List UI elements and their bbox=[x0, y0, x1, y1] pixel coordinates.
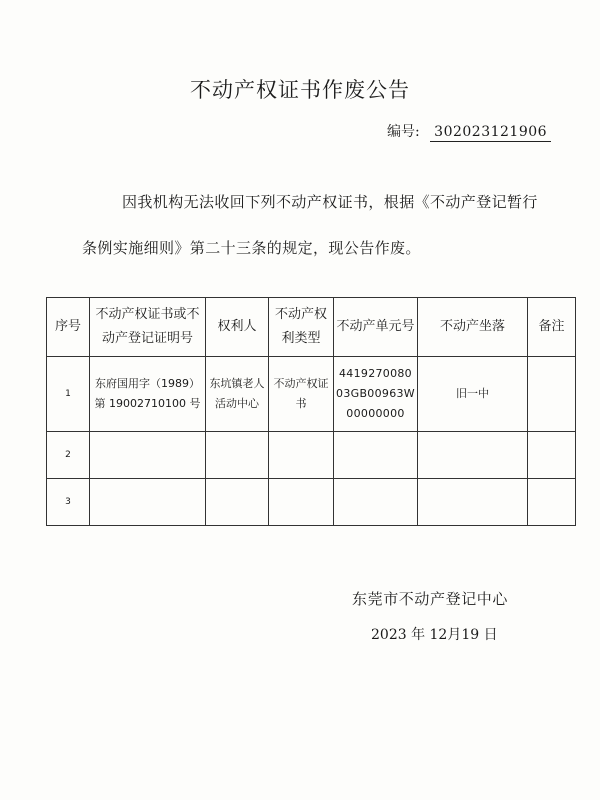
row-note bbox=[528, 357, 576, 432]
issue-date: 2023 年 12月19 日 bbox=[371, 627, 498, 643]
voided-certificates-table bbox=[46, 297, 576, 526]
header-note: 备注 bbox=[528, 298, 576, 357]
row-holder bbox=[206, 479, 269, 526]
row-unit bbox=[334, 432, 418, 479]
row-unit: 441927008003GB00963W00000000 bbox=[334, 357, 418, 432]
page-title: 不动产权证书作废公告 bbox=[190, 78, 410, 102]
row-location bbox=[418, 432, 528, 479]
row-seq: 1 bbox=[47, 357, 90, 432]
document-number-label: 编号: bbox=[387, 124, 420, 140]
announcement-body: 因我机构无法收回下列不动产权证书，根据《不动产登记暂行条例实施细则》第二十三条的规定，现公告作废。 bbox=[82, 193, 538, 257]
row-cert: 东府国用字（1989）第 19002710100 号 bbox=[90, 357, 206, 432]
row-unit bbox=[334, 479, 418, 526]
row-note bbox=[528, 479, 576, 526]
row-location: 旧一中 bbox=[418, 357, 528, 432]
row-note bbox=[528, 432, 576, 479]
row-cert bbox=[90, 479, 206, 526]
table-row bbox=[47, 479, 576, 526]
document-number bbox=[387, 121, 551, 142]
row-cert bbox=[90, 432, 206, 479]
header-unit: 不动产单元号 bbox=[334, 298, 418, 357]
header-cert: 不动产权证书或不动产登记证明号 bbox=[90, 298, 206, 357]
table-row bbox=[47, 432, 576, 479]
row-type bbox=[269, 479, 334, 526]
row-holder bbox=[206, 432, 269, 479]
header-holder: 权利人 bbox=[206, 298, 269, 357]
row-seq: 2 bbox=[47, 432, 90, 479]
row-seq: 3 bbox=[47, 479, 90, 526]
issuing-authority: 东莞市不动产登记中心 bbox=[352, 590, 509, 608]
row-type: 不动产权证书 bbox=[269, 357, 334, 432]
table-row bbox=[47, 357, 576, 432]
header-type: 不动产权利类型 bbox=[269, 298, 334, 357]
document-number-value: 302023121906 bbox=[430, 124, 551, 142]
table-header-row bbox=[47, 298, 576, 357]
row-type bbox=[269, 432, 334, 479]
row-holder: 东坑镇老人活动中心 bbox=[206, 357, 269, 432]
header-seq: 序号 bbox=[47, 298, 90, 357]
row-location bbox=[418, 479, 528, 526]
header-location: 不动产坐落 bbox=[418, 298, 528, 357]
